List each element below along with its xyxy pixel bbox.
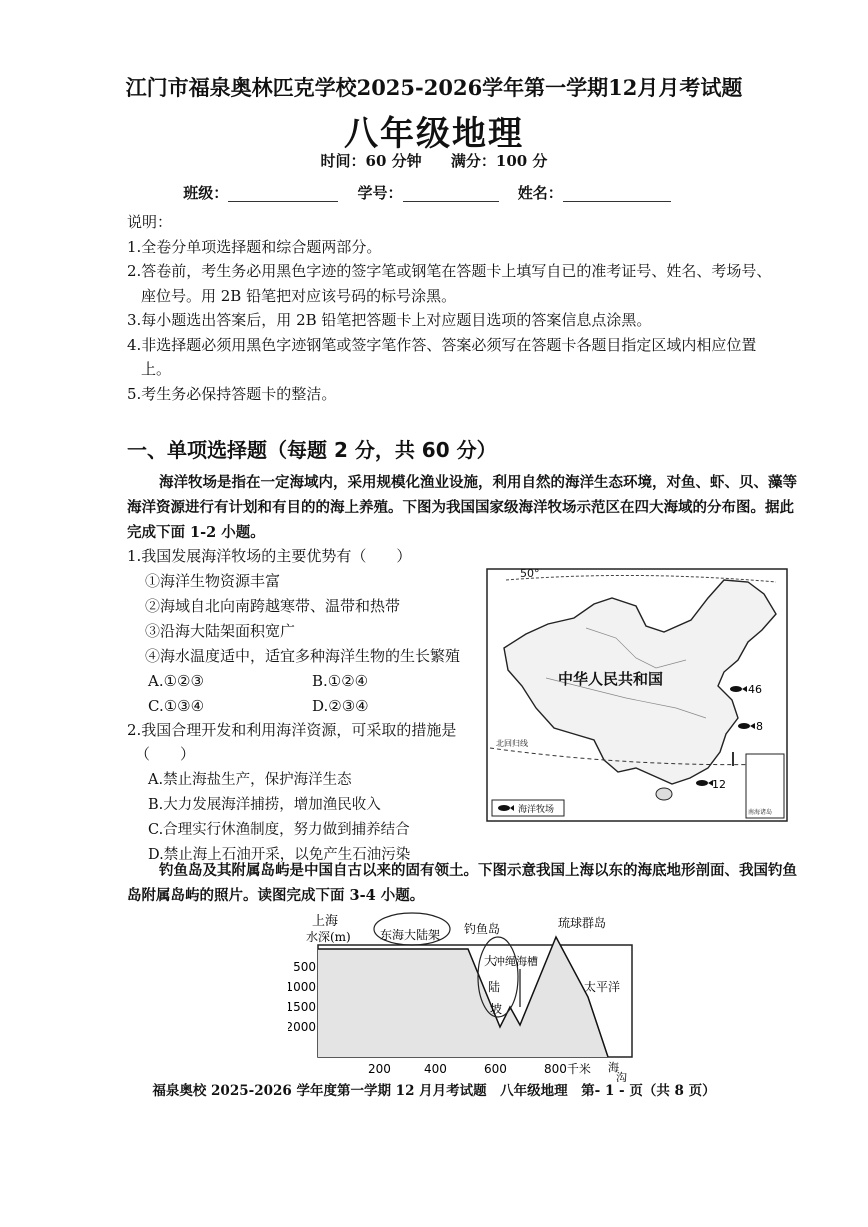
- question-2-paren: （ ）: [135, 745, 196, 763]
- exam-score: 满分：100 分: [450, 152, 548, 170]
- seafloor-profile: [288, 907, 633, 1082]
- question-2-stem: 2.我国合理开发和利用海洋资源，可采取的措施是: [127, 721, 457, 739]
- trench-char-1: 海: [608, 1061, 619, 1074]
- legend-label: 海洋牧场: [518, 805, 555, 815]
- instruction-item: 3.每小题选出答案后，用 2B 铅笔把答题卡上对应题目选项的答案信息点涂黑。: [127, 311, 652, 329]
- trench-char-2: 沟: [616, 1071, 627, 1082]
- q1-option-c[interactable]: C.①③④: [148, 697, 205, 715]
- country-label: 中华人民共和国: [558, 670, 664, 688]
- q1-option-d[interactable]: D.②③④: [312, 697, 369, 715]
- q2-option-b[interactable]: B.大力发展海洋捕捞，增加渔民收入: [148, 797, 381, 813]
- china-map-svg: [486, 568, 788, 822]
- seafloor-profile-svg: [288, 907, 633, 1082]
- section-title: 一、单项选择题（每题 2 分，共 60 分）: [127, 438, 497, 462]
- q2-option-d[interactable]: D.禁止海上石油开采，以免产生石油污染: [148, 847, 411, 863]
- exam-time: 时间：60 分钟: [320, 152, 422, 170]
- count-north: 46: [748, 683, 762, 696]
- shelf-label: 东海大陆架: [380, 928, 441, 942]
- q2-option-a[interactable]: A.禁止海盐生产，保护海洋生态: [148, 772, 352, 788]
- count-south: 12: [712, 778, 726, 791]
- q1-statement: ②海域自北向南跨越寒带、温带和热带: [145, 597, 401, 615]
- instruction-item: 座位号。用 2B 铅笔把对应该号码的标号涂黑。: [141, 286, 457, 305]
- instructions: [127, 210, 807, 406]
- pacific-label: 太平洋: [584, 980, 621, 994]
- y-tick: 2000: [288, 1020, 316, 1034]
- subject-title: 八年级地理: [344, 114, 524, 154]
- x-tick: 600: [484, 1062, 507, 1076]
- student-id-field[interactable]: [403, 187, 499, 202]
- x-tick-labels: [368, 1061, 591, 1076]
- slope-char-1: 大: [484, 954, 497, 968]
- y-tick: 1500: [288, 1000, 316, 1014]
- name-label: 姓名：: [517, 184, 563, 202]
- instruction-item: 1.全卷分单项选择题和综合题两部分。: [127, 237, 382, 256]
- student-info-fields: [0, 182, 868, 203]
- instruction-item: 4.非选择题必须用黑色字迹钢笔或签字笔作答、答案必须写在答题卡各题目指定区域内相应位置: [127, 335, 757, 354]
- exam-title: 江门市福泉奥林匹克学校2025-2026学年第一学期12月月考试题: [125, 75, 743, 100]
- instruction-item: 5.考生务必保持答题卡的整洁。: [127, 384, 337, 403]
- question-1-stem: 1.我国发展海洋牧场的主要优势有（ ）: [127, 547, 412, 565]
- shanghai-label: 上海: [312, 914, 339, 929]
- y-tick-labels: [288, 960, 316, 1034]
- slope-char-2: 陆: [488, 980, 501, 994]
- tropic-label: 北回归线: [496, 739, 528, 748]
- q1-option-a[interactable]: A.①②③: [148, 672, 204, 690]
- instruction-item: 2.答卷前，考生务必用黑色字迹的签字笔或钢笔在答题卡上填写自已的准考证号、姓名、考场号、: [127, 262, 772, 280]
- q2-option-c[interactable]: C.合理实行休渔制度，努力做到捕养结合: [148, 822, 410, 838]
- instructions-heading: 说明：: [127, 213, 173, 231]
- passage-2: 钓鱼岛及其附属岛屿是中国自古以来的固有领土。下图示意我国上海以东的海底地形剖面、我国钓鱼岛附属岛屿的照片。读图完成下面 3-4 小题。: [127, 862, 797, 904]
- passage-1: 海洋牧场是指在一定海域内，采用规模化渔业设施，利用自然的海洋生态环境，对鱼、虾、贝、藻等海洋资源进行有计划和有目的的海上养殖。下图为我国国家级海洋牧场示范区在四大海域的分布图。据此完成下面 1-2 小题。: [127, 474, 797, 541]
- slope-char-3: 坡: [490, 1002, 503, 1016]
- depth-axis-label: 水深(m): [306, 930, 351, 944]
- marine-ranch-map: [486, 568, 788, 822]
- ryukyu-label: 琉球群岛: [558, 916, 607, 930]
- diaoyu-label: 钓鱼岛: [464, 922, 501, 936]
- latitude-label: 50°: [520, 568, 540, 580]
- q1-option-b[interactable]: B.①②④: [312, 672, 369, 690]
- q1-statement: ①海洋生物资源丰富: [145, 572, 281, 590]
- q1-statement: ③沿海大陆架面积宽广: [145, 622, 296, 640]
- x-tick: 200: [368, 1062, 391, 1076]
- y-tick: 500: [293, 960, 316, 974]
- x-tick: 800千米: [544, 1062, 591, 1076]
- trough-label: 冲绳海槽: [494, 955, 538, 968]
- id-label: 学号：: [357, 184, 403, 202]
- instruction-item: 上。: [141, 360, 172, 378]
- x-tick: 400: [424, 1062, 447, 1076]
- class-label: 班级：: [183, 184, 229, 202]
- name-field[interactable]: [563, 187, 671, 202]
- y-tick: 1000: [288, 980, 316, 994]
- class-field[interactable]: [228, 187, 338, 202]
- q1-statement: ④海水温度适中，适宜多种海洋生物的生长繁殖: [145, 647, 461, 665]
- inset-label: 南海诸岛: [748, 809, 773, 816]
- page-footer: 福泉奥校 2025-2026 学年度第一学期 12 月月考试题 八年级地理 第- 1 - 页（共 8 页）: [152, 1083, 716, 1099]
- exam-meta: [0, 150, 868, 171]
- count-east: 8: [756, 720, 763, 733]
